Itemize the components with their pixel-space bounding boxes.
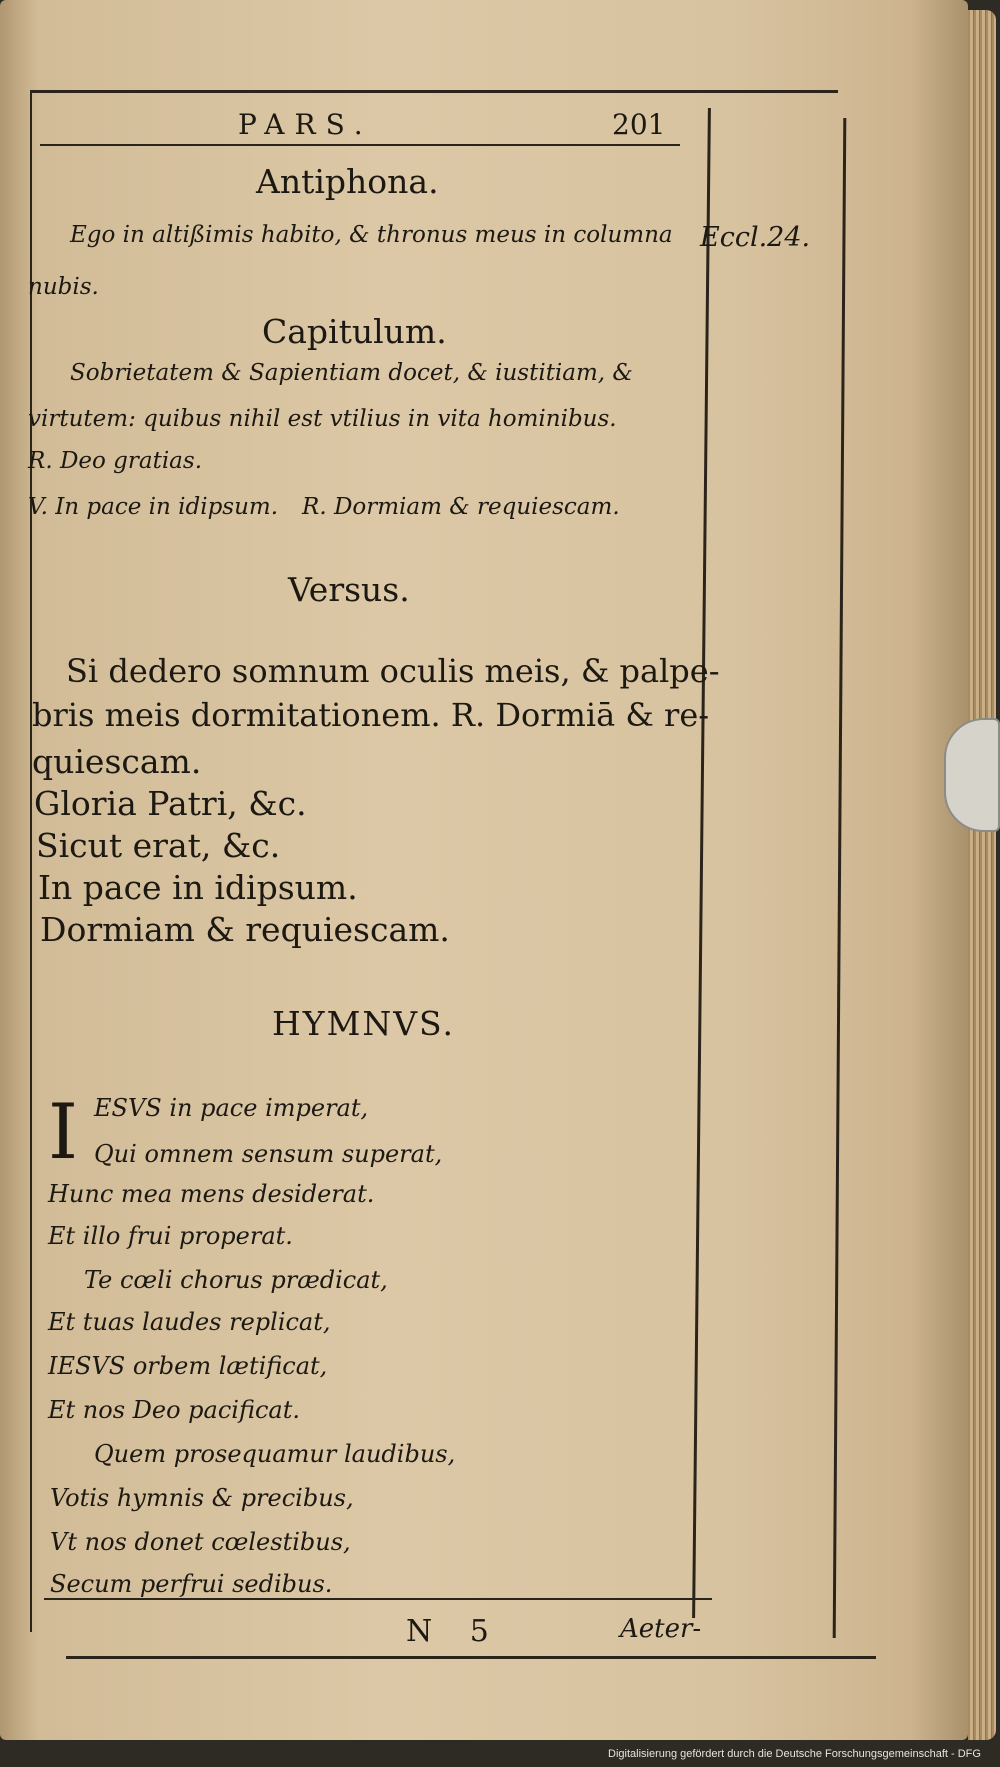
versus-heading: Versus. — [288, 570, 410, 609]
hymnus-line-6: Et tuas laudes replicat, — [48, 1308, 331, 1336]
frame-bottom-rule — [44, 1598, 712, 1600]
hymnus-drop-cap: I — [48, 1087, 79, 1176]
capitulum-line-2: virtutem: quibus nihil est vtilius in vita hominibus. — [28, 406, 617, 432]
catchword: Aeter- — [620, 1614, 702, 1644]
hymnus-line-4: Et illo frui properat. — [48, 1222, 293, 1250]
versus-line-6: In pace in idipsum. — [38, 868, 358, 907]
capitulum-response: R. Deo gratias. — [28, 448, 203, 474]
hymnus-heading: HYMNVS. — [272, 1004, 455, 1043]
versus-line-7: Dormiam & requiescam. — [40, 910, 450, 949]
frame-base-rule — [66, 1656, 876, 1659]
page-stack-edge — [968, 10, 996, 1740]
antiphona-line-2: nubis. — [28, 274, 99, 300]
frame-top-rule — [30, 90, 838, 93]
frame-left-rule — [30, 92, 32, 1632]
versus-line-1: Si dedero somnum oculis meis, & palpe- — [66, 652, 720, 690]
header-rule — [40, 144, 680, 146]
page-number: 201 — [612, 108, 666, 141]
capitulum-line-1: Sobrietatem & Sapientiam docet, & iustitiam, & — [70, 360, 633, 386]
capitulum-versicle-response: R. Dormiam & requiescam. — [302, 494, 620, 520]
versus-line-4: Gloria Patri, &c. — [34, 784, 307, 823]
hymnus-line-2: Qui omnem sensum superat, — [94, 1140, 443, 1168]
hymnus-line-8: Et nos Deo pacificat. — [48, 1396, 300, 1424]
hymnus-line-11: Vt nos donet cœlestibus, — [50, 1528, 351, 1556]
digitization-credit: Digitalisierung gefördert durch die Deutsche Forschungsgemeinschaft - DFG — [608, 1748, 981, 1760]
margin-note: Eccl.24. — [700, 222, 811, 253]
hymnus-line-3: Hunc mea mens desiderat. — [48, 1180, 375, 1208]
capitulum-heading: Capitulum. — [262, 312, 447, 351]
hymnus-line-1: ESVS in pace imperat, — [94, 1094, 369, 1122]
signature-mark: N 5 — [406, 1614, 503, 1649]
versus-line-5: Sicut erat, &c. — [36, 826, 281, 865]
hymnus-line-9: Quem prosequamur laudibus, — [94, 1440, 456, 1468]
hymnus-line-5: Te cœli chorus prædicat, — [84, 1266, 388, 1294]
hymnus-line-12: Secum perfrui sedibus. — [50, 1570, 333, 1598]
clip-tab — [944, 718, 1000, 832]
running-title: PARS. — [238, 108, 373, 141]
hymnus-line-7: IESVS orbem lætificat, — [48, 1352, 328, 1380]
versus-line-3: quiescam. — [32, 742, 202, 781]
capitulum-versicle: V. In pace in idipsum. — [28, 494, 279, 520]
hymnus-line-10: Votis hymnis & precibus, — [50, 1484, 354, 1512]
antiphona-heading: Antiphona. — [256, 162, 439, 201]
versus-line-2: bris meis dormitationem. R. Dormiā & re- — [32, 696, 710, 734]
antiphona-line-1: Ego in altißimis habito, & thronus meus in columna — [70, 222, 673, 248]
